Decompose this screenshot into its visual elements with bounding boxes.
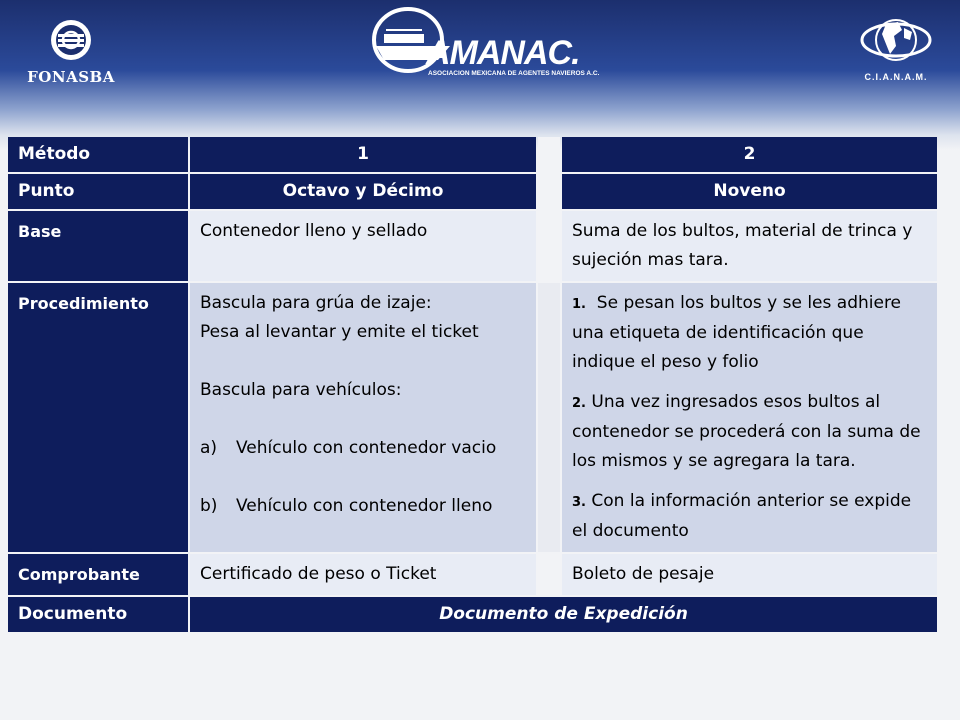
cianam-logo xyxy=(848,14,944,82)
proc-line: Bascula para vehículos: xyxy=(200,380,402,400)
base-col2: Suma de los bultos, material de trinca y sujeción mas tara. xyxy=(562,211,937,281)
column-gap xyxy=(538,174,560,209)
table-row xyxy=(8,554,937,595)
row-label-base: Base xyxy=(8,211,188,281)
list-text: Vehículo con contenedor lleno xyxy=(236,496,493,516)
table-row xyxy=(8,597,937,632)
table-row xyxy=(8,283,937,552)
proc-line: Bascula para grúa de izaje: xyxy=(200,293,432,313)
row-label-comprobante: Comprobante xyxy=(8,554,188,595)
fonasba-text: FONASBA xyxy=(27,68,115,86)
list-item xyxy=(200,434,526,463)
step-text: Con la información anterior se expide el documento xyxy=(572,491,912,541)
row-label-procedimiento: Procedimiento xyxy=(8,283,188,552)
comprobante-col2: Boleto de pesaje xyxy=(562,554,937,595)
step-number: 1. xyxy=(572,297,586,312)
row-label-documento: Documento xyxy=(8,597,188,632)
column-gap xyxy=(538,211,560,281)
amanac-subtitle: ASOCIACION MEXICANA DE AGENTES NAVIEROS A.C. xyxy=(428,70,600,77)
globe-icon xyxy=(856,14,936,66)
numbered-step xyxy=(572,388,927,476)
proc-line: Pesa al levantar y emite el ticket xyxy=(200,322,479,342)
comparison-table xyxy=(6,135,939,634)
column-gap xyxy=(538,554,560,595)
amanac-logo xyxy=(370,6,600,76)
list-item xyxy=(200,492,526,521)
base-col1: Contenedor lleno y sellado xyxy=(190,211,536,281)
table-row xyxy=(8,211,937,281)
step-number: 2. xyxy=(572,396,586,411)
list-text: Vehículo con contenedor vacio xyxy=(236,438,497,458)
comprobante-col1: Certificado de peso o Ticket xyxy=(190,554,536,595)
list-marker: b) xyxy=(200,496,218,516)
cianam-text: C.I.A.N.A.M. xyxy=(864,72,928,82)
table-row xyxy=(8,137,937,172)
punto-col2: Noveno xyxy=(562,174,937,209)
method-2-header: 2 xyxy=(562,137,937,172)
step-text: Se pesan los bultos y se les adhiere una etiqueta de identificación que indique el peso y folio xyxy=(572,293,902,372)
documento-value: Documento de Expedición xyxy=(190,597,937,632)
step-text: Una vez ingresados esos bultos al contenedor se procederá con la suma de los mismos y se agregara la tara. xyxy=(572,392,921,471)
column-gap xyxy=(538,137,560,172)
punto-col1: Octavo y Décimo xyxy=(190,174,536,209)
list-marker: a) xyxy=(200,438,218,458)
fonasba-logo xyxy=(26,18,116,86)
column-gap xyxy=(538,283,560,552)
step-number: 3. xyxy=(572,495,586,510)
fonasba-emblem-icon xyxy=(49,18,93,62)
row-label-metodo: Método xyxy=(8,137,188,172)
method-1-header: 1 xyxy=(190,137,536,172)
numbered-step xyxy=(572,289,927,377)
procedimiento-col2 xyxy=(562,283,937,552)
numbered-step xyxy=(572,487,927,546)
procedimiento-col1 xyxy=(190,283,536,552)
amanac-text: AMANAC. xyxy=(426,34,580,72)
table-row xyxy=(8,174,937,209)
row-label-punto: Punto xyxy=(8,174,188,209)
